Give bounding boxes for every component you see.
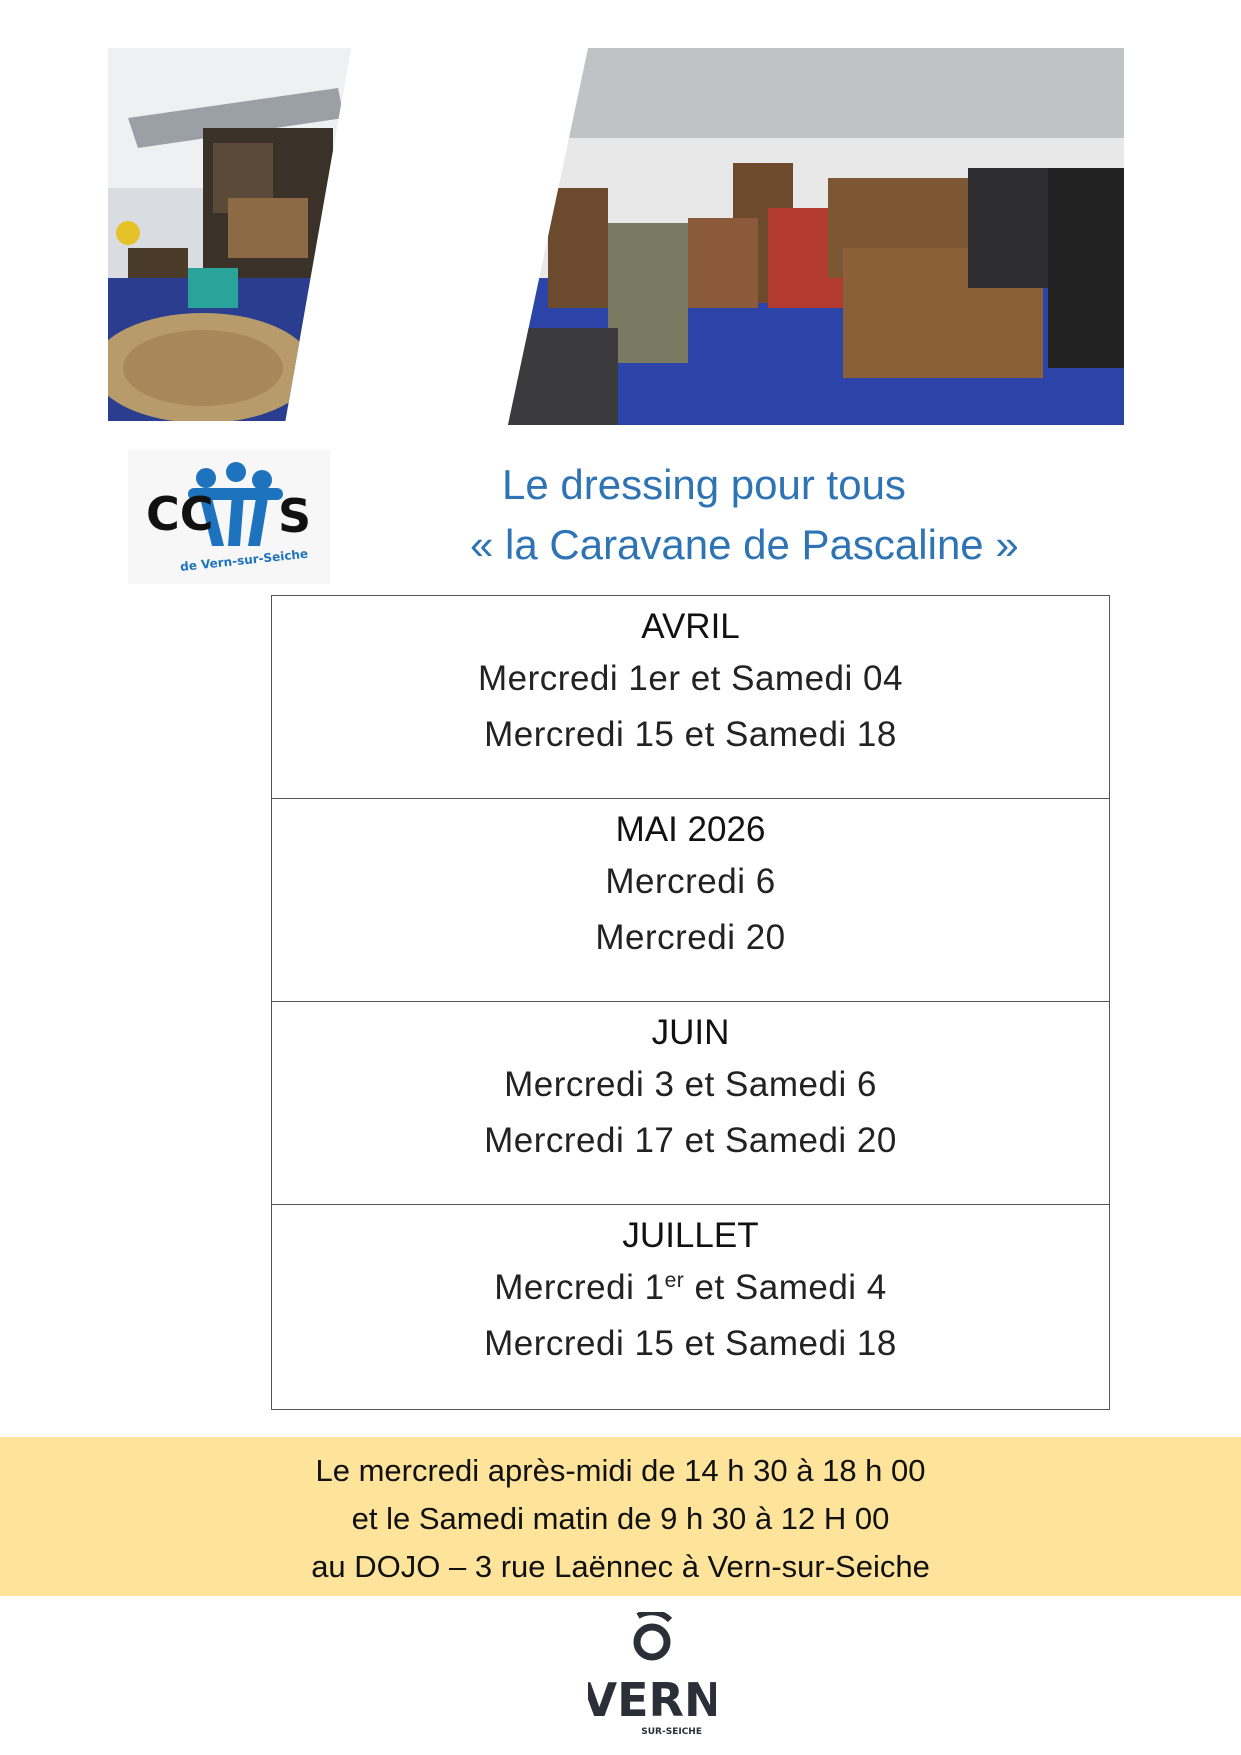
date-text: et Samedi 4 — [684, 1268, 887, 1307]
month-name: MAI 2026 — [615, 810, 766, 849]
month-block-avril — [272, 596, 1109, 799]
month-block-mai — [272, 799, 1109, 1002]
date-text: Mercredi 1 — [494, 1268, 665, 1307]
ordinal-suffix: er — [664, 1269, 685, 1292]
date-line: Mercredi 1er et Samedi 04 — [478, 659, 903, 698]
month-name: JUILLET — [622, 1216, 759, 1255]
svg-text:SUR-SEICHE: SUR-SEICHE — [641, 1727, 702, 1737]
vern-sur-seiche-logo — [588, 1612, 716, 1748]
month-block-juin — [272, 1002, 1109, 1205]
hours-line-wednesday: Le mercredi après-midi de 14 h 30 à 18 h 00 — [315, 1453, 926, 1488]
svg-text:de Vern-sur-Seiche: de Vern-sur-Seiche — [179, 546, 309, 574]
hours-line-saturday: et le Samedi matin de 9 h 30 à 12 H 00 — [351, 1501, 890, 1536]
month-block-juillet — [272, 1205, 1109, 1409]
title-line-2: « la Caravane de Pascaline » — [470, 521, 1019, 568]
title-line-1: Le dressing pour tous — [502, 461, 906, 508]
date-line: Mercredi 20 — [595, 918, 786, 957]
opening-hours-banner — [0, 1437, 1241, 1596]
dressing-room-photo — [508, 48, 1124, 425]
date-line — [272, 1260, 1109, 1316]
date-line: Mercredi 17 et Samedi 20 — [484, 1121, 897, 1160]
ccas-logo — [128, 450, 330, 584]
date-line: Mercredi 6 — [605, 862, 776, 901]
month-name: JUIN — [651, 1013, 730, 1052]
date-line: Mercredi 15 et Samedi 18 — [484, 715, 897, 754]
svg-text:S: S — [278, 489, 312, 543]
schedule-table — [271, 595, 1110, 1410]
address-line: au DOJO – 3 rue Laënnec à Vern-sur-Seiche — [311, 1549, 930, 1584]
caravan-photo — [108, 48, 351, 421]
month-name: AVRIL — [641, 607, 740, 646]
date-line: Mercredi 3 et Samedi 6 — [504, 1065, 877, 1104]
svg-text:VERN: VERN — [588, 1673, 716, 1727]
date-line: Mercredi 15 et Samedi 18 — [484, 1324, 897, 1363]
svg-text:CC: CC — [146, 487, 214, 541]
page-title — [420, 455, 1020, 575]
